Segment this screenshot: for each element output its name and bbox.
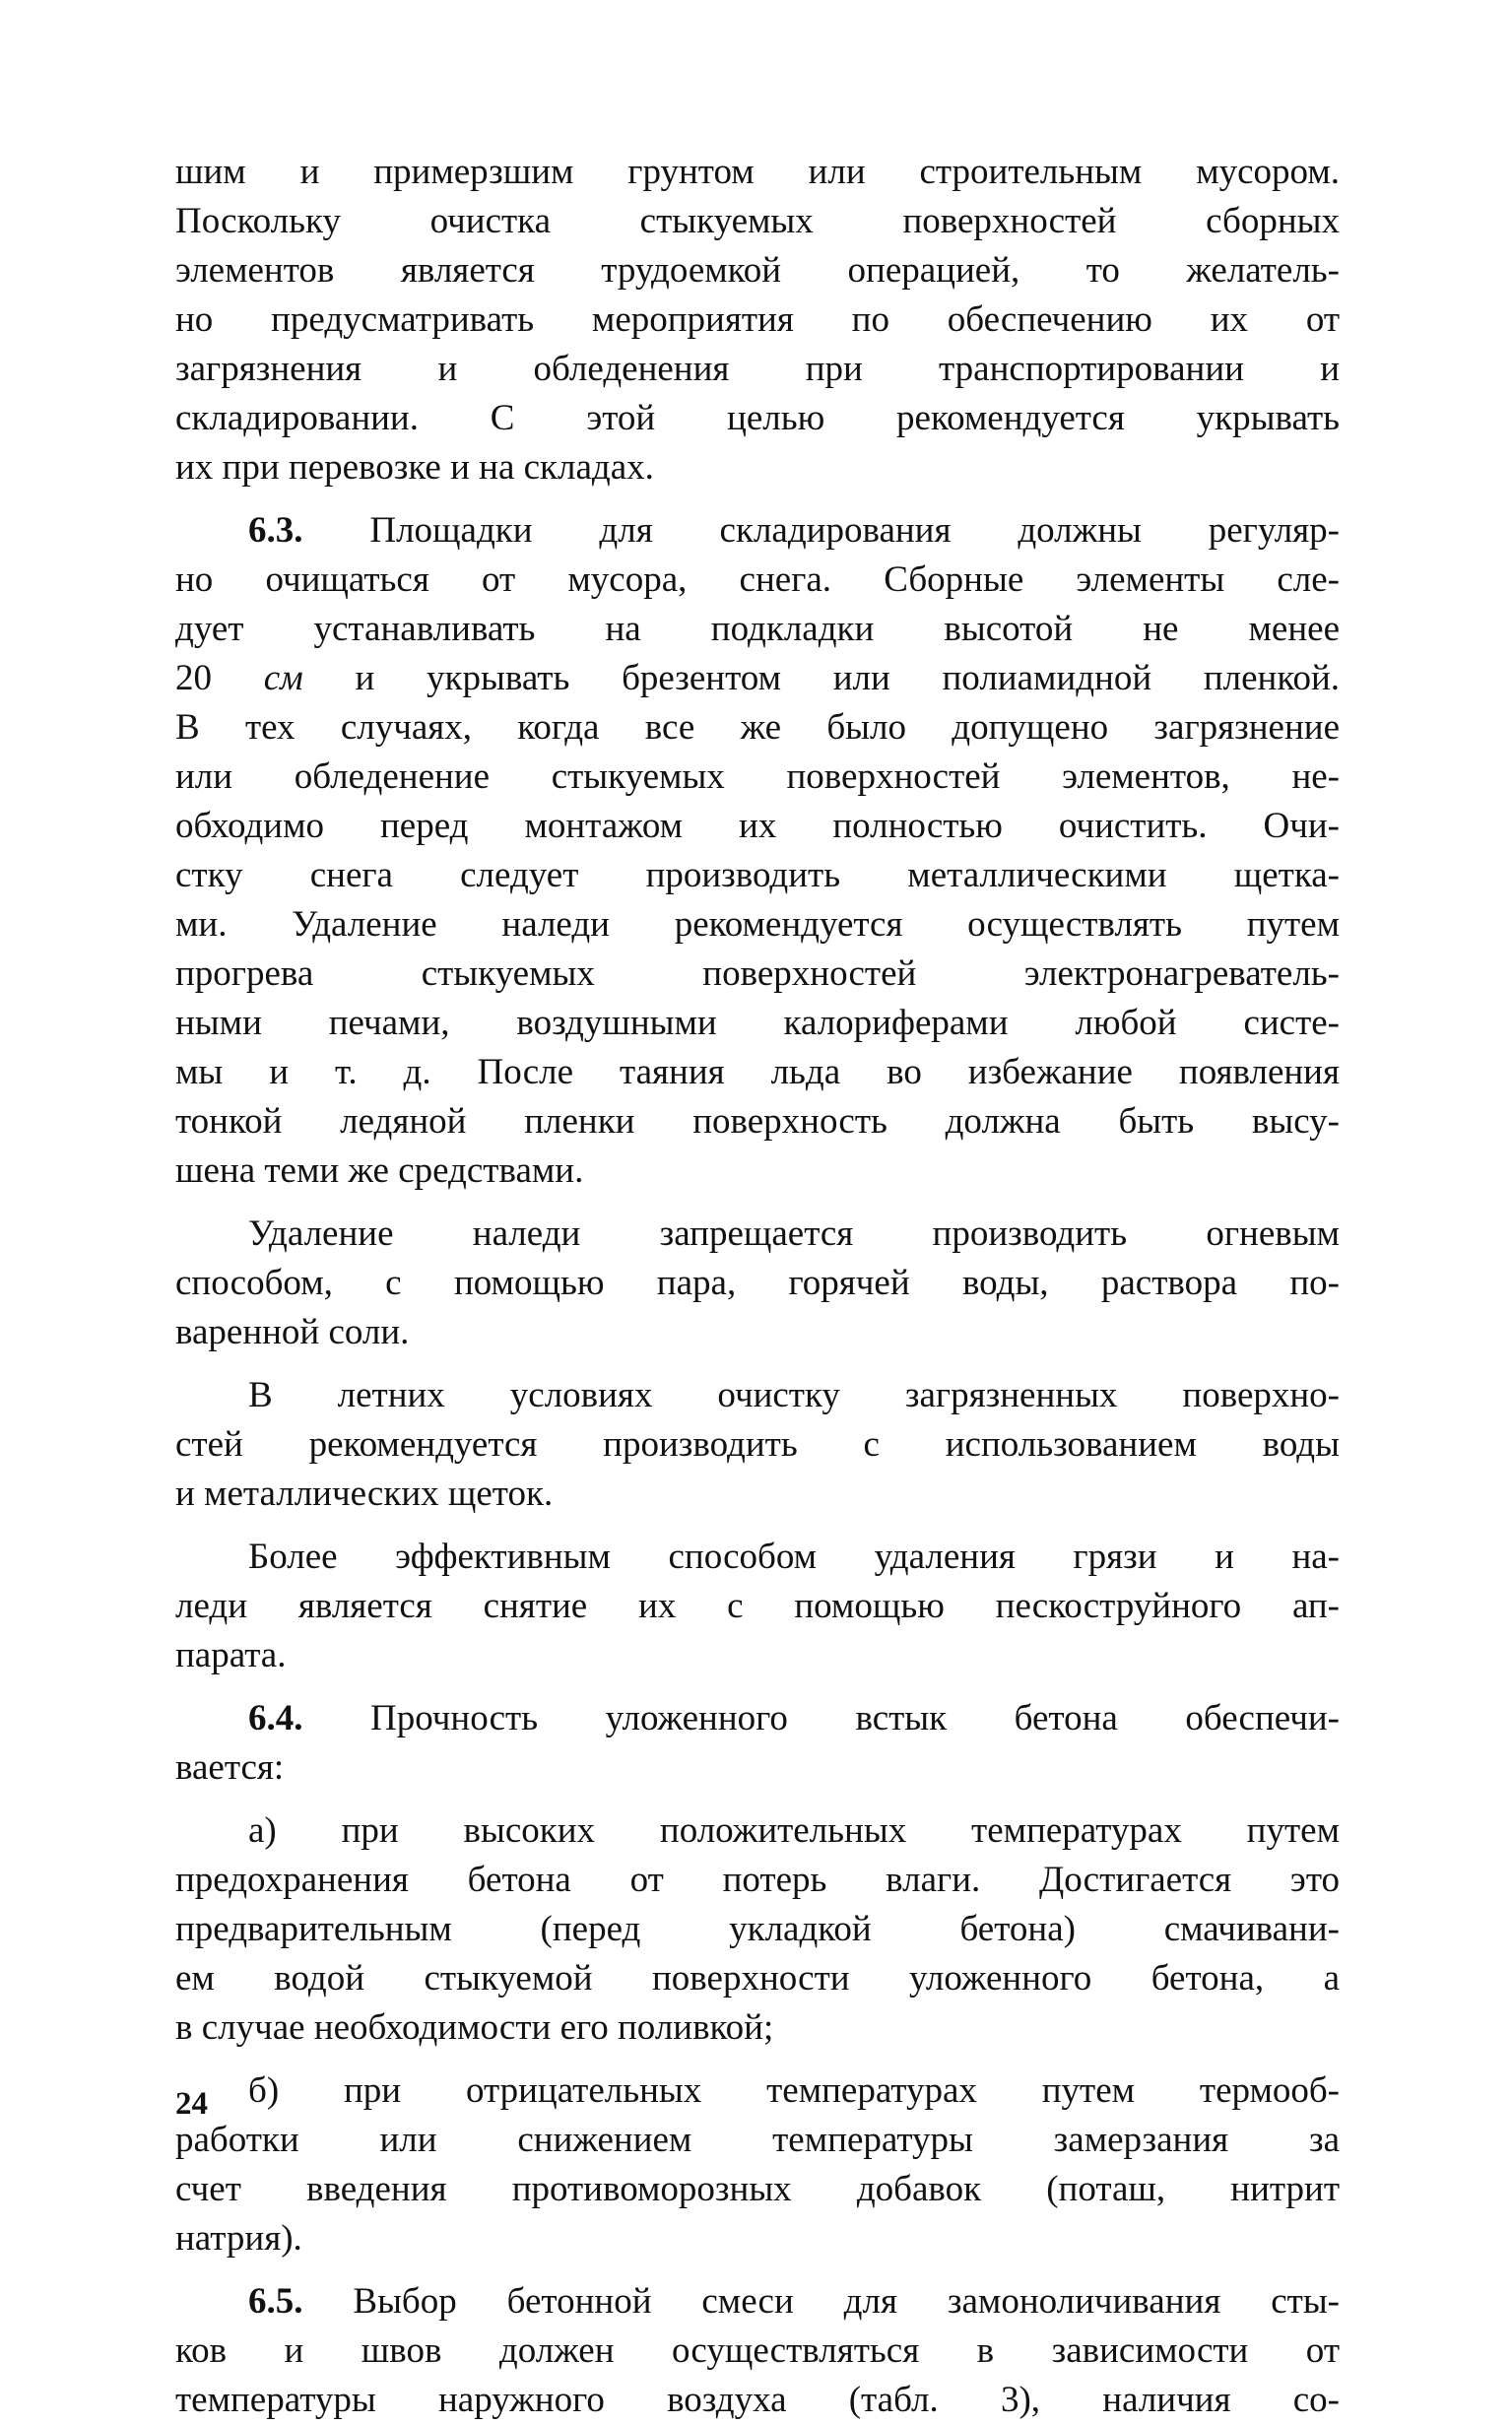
paragraph-6-5 [175,2277,1340,2425]
text-line: но очищаться от мусора, снега. Сборные элементы сле- [175,559,1340,600]
text-line: ем водой стыкуемой поверхности уложенного бетона, а [175,1958,1340,1999]
text-line: загрязнения и обледенения при транспортировании и [175,349,1340,389]
text-line: дует устанавливать на подкладки высотой не менее [175,609,1340,649]
paragraph-6-3 [175,506,1340,1196]
text-line [175,2277,1340,2327]
section-number: 6.3. [248,510,303,551]
text-line: варенной соли. [175,1312,410,1352]
text-line: Поскольку очистка стыкуемых поверхностей сборных [175,201,1340,241]
paragraph-6-4-b [175,2066,1340,2263]
text-line: в случае необходимости его поливкой; [175,2007,774,2048]
text-line: прогрева стыкуемых поверхностей электронагреватель- [175,953,1340,994]
text-fragment: Выбор бетонной смеси для замоноличивания сты- [302,2281,1340,2322]
text-line: но предусматривать мероприятия по обеспечению их от [175,299,1340,340]
text-fragment: Площадки для складирования должны регуляр- [302,510,1340,551]
text-line: шена теми же средствами. [175,1150,584,1191]
text-line: стей рекомендуется производить с использованием воды [175,1424,1340,1465]
text-line: б) при отрицательных температурах путем термооб- [248,2070,1340,2111]
text-line: стку снега следует производить металлическими щетка- [175,855,1340,895]
text-line [175,506,1340,556]
text-line: работки или снижением температуры замерзания за [175,2120,1340,2160]
text-line [175,1694,1340,1743]
text-line: Удаление наледи запрещается производить огневым [248,1213,1340,1254]
section-number: 6.5. [248,2281,303,2322]
text-line: складировании. С этой целью рекомендуется укрывать [175,398,1340,438]
text-line: счет введения противоморозных добавок (поташ, нитрит [175,2169,1340,2209]
text-line: шим и примерзшим грунтом или строительным мусором. [175,152,1340,192]
paragraph-continued [175,148,1340,492]
text-line: В летних условиях очистку загрязненных поверхно- [248,1375,1340,1415]
body-text [175,148,1340,2425]
text-line: мы и т. д. После таяния льда во избежание появления [175,1052,1340,1092]
paragraph-ice-ban [175,1210,1340,1357]
paragraph-6-4-a [175,1806,1340,2053]
text-line: леди является снятие их с помощью пескоструйного ап- [175,1586,1340,1626]
text-line: вается: [175,1747,285,1788]
text-line: элементов является трудоемкой операцией, то желатель- [175,250,1340,291]
text-line: 20 см и укрывать брезентом или полиамидной пленкой. [175,658,1340,698]
text-line: тонкой ледяной пленки поверхность должна быть высу- [175,1101,1340,1142]
unit-cm: см [263,658,303,698]
text-line: предохранения бетона от потерь влаги. Достигается это [175,1860,1340,1900]
paragraph-sandblast [175,1533,1340,1680]
text-line: Более эффективным способом удаления грязи и на- [248,1537,1340,1577]
text-line: способом, с помощью пара, горячей воды, раствора по- [175,1263,1340,1303]
text-line: В тех случаях, когда все же было допущено загрязнение [175,707,1340,748]
text-line: ными печами, воздушными калориферами любой систе- [175,1003,1340,1043]
page-number: 24 [175,2086,208,2122]
text-line: натрия). [175,2218,302,2259]
text-line: температуры наружного воздуха (табл. 3), наличия со- [175,2380,1340,2420]
paragraph-6-4 [175,1694,1340,1793]
text-line: а) при высоких положительных температурах путем [248,1810,1340,1851]
text-line: и металлических щеток. [175,1474,554,1514]
text-line: предварительным (перед укладкой бетона) смачивани- [175,1909,1340,1949]
text-line: обходимо перед монтажом их полностью очистить. Очи- [175,806,1340,846]
section-number: 6.4. [248,1698,303,1738]
text-fragment: Прочность уложенного встык бетона обеспечи- [302,1698,1340,1738]
text-line: ков и швов должен осуществляться в зависимости от [175,2330,1340,2371]
text-line: их при перевозке и на складах. [175,447,654,488]
text-line: парата. [175,1635,287,1675]
text-line: или обледенение стыкуемых поверхностей элементов, не- [175,756,1340,797]
paragraph-summer [175,1371,1340,1519]
text-line: ми. Удаление наледи рекомендуется осуществлять путем [175,904,1340,945]
